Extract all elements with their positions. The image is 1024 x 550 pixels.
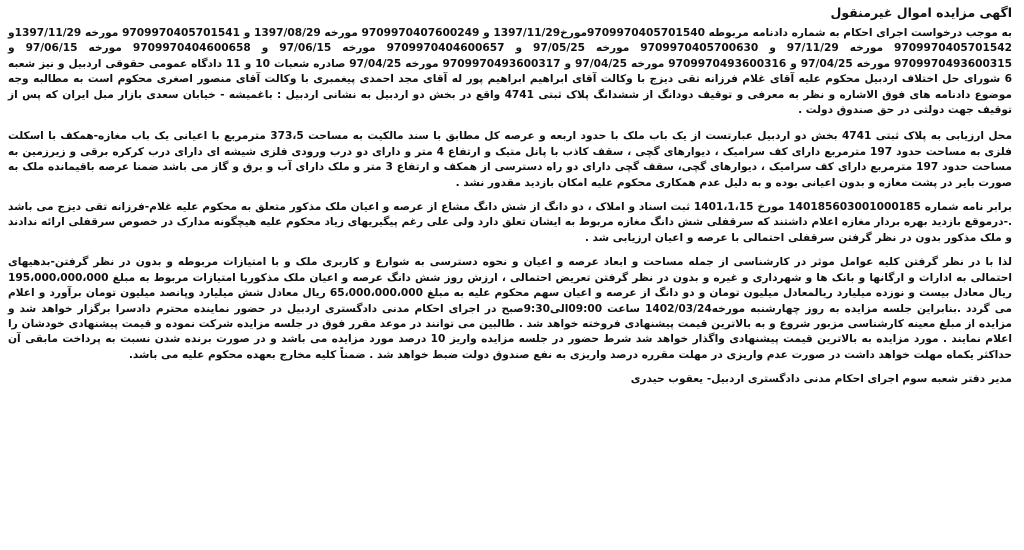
- paragraph-request: به موجب درخواست اجرای احکام به شماره دادنامه مربوطه 9709970405701540مورخ1397/11/29 و 9709970407600249 مورخه 1397/08/29 و 9709970405701541 مورخه 1397/11/29و 9709970405701542 مورخه 97/11/29 و 9709970405700630 مورخه 97/05/25 و 9709970404600657 مورخه 97/06/15 و 9709970404600658 مورخه 97/06/15 و 9709970493600315 مورخه 97/04/25 و 9709970493600316 مورخه 97/04/25 و 9709970493600317 مورخه 97/04/25 صادره شعبات 10 و 11 دادگاه عمومی حقوقی اردبیل و نیز شعبه 6 شورای حل اختلاف اردبیل محکوم علیه آقای غلام فرزانه تقی دیزج با وکالت آقای ابراهیم ابراهیم پور له آقای مجد احمدی پیغمبری با وکالت آقای منصور اصغری محکوم است به مطالبه وجه موضوع دادنامه های فوق الاشاره و نظر به معرفی و توقیف دودانگ از ششدانگ پلاک ثبتی 4741 واقع در بخش دو اردبیل به نشانی اردبیل : باغمیشه - خیابان سعدی بازار مبل ایران که پس از توقیف جهت دولتی در حق صندوق دولت .: [8, 27, 1012, 117]
- paragraph-valuation-and-auction: لذا با در نظر گرفتن کلیه عوامل موثر در کارشناسی از جمله مساحت و ابعاد عرصه و اعیان و نحوه دسترسی به شوارع و کاربری ملک و با امتیازات مربوطه و بدون در نظر گرفتن-بدهیهای احتمالی به ادارات و ارگانها و بانک ها و شهرداری و غیره و بدون در نظر گرفتن تعریض احتمالی ، ارزش روز شش دانگ عرصه و اعیان ملک مذکوربا امتیازات مربوط به مبلغ 195،000،000،000 ریال معادل بیست و نوزده میلیارد ریالمعادل میلیون تومان و دو دانگ از عرصه و اعیان سهم محکوم علیه به مبلغ 65،000،000،000 ریال معادل شش میلیارد وپانصد میلیون تومان برآورد و اعلام می گردد .بنابراین جلسه مزایده به روز چهارشنبه مورخه1402/03/24 ساعت 09:00الی9:30صبح در اجرای احکام مدنی دادگستری اردبیل در حضور نماینده محترم دادسرا برگزار خواهد شد و مزایده از مبلغ معینه کارشناسی مزبور شروع و به بالاترین قیمت پیشنهادی فروخته خواهد شد . طالبین می توانند در موعد مقرر فوق در جلسه مزایده شرکت نموده و قیمت پیشنهادی خودشان را اعلام نمایند . مورد مزایده به بالاترین قیمت پیشنهادی واگذار خواهد شد شرط حضور در جلسه مزایده واریز 10 درصد مورد مزایده می باشد و در صورت برنده شدن نسبت به پرداخت مابقی آن حداکثر یکماه مهلت خواهد داشت در صورت عدم واریزی در مهلت مقرره درصد واریزی به نفع صندوق دولت ضبط خواهد شد . ضمناً کلیه مخارج بعهده محکوم علیه می باشد.: [8, 256, 1012, 361]
- paragraph-ownership: برابر نامه شماره 140185603001000185 مورخ 1401،1،15 ثبت اسناد و املاک ، دو دانگ از شش دانگ مشاع از عرصه و اعیان ملک مذکور متعلق به محکوم علیه غلام-فرزانه تقی دیزج می باشد .-درموقع بازدید بهره بردار مغازه اعلام داشتند که سرقفلی شش دانگ مغازه مربوط به ایشان تعلق دارد ولی علی رغم پیگیریهای زیاد محکوم علیه هیچگونه مدارک در خصوص سرقفلی ارائه ندادند و ملک مذکور بدون در نظر گرفتن سرقفلی احتمالی با عرصه و اعیان ارزیابی شد .: [8, 201, 1012, 244]
- auction-notice: [8, 4, 1012, 548]
- signature-line: مدیر دفتر شعبه سوم اجرای احکام مدنی دادگستری اردبیل- یعقوب حیدری: [630, 373, 1012, 386]
- notice-title: اگهی مزایده اموال غیرمنقول: [830, 5, 1012, 20]
- paragraph-property-description: محل ارزیابی به پلاک ثبتی 4741 بخش دو اردبیل عبارتست از یک باب ملک با حدود اربعه و عرصه کل مطابق با سند مالکیت به مساحت 373،5 مترمربع با اعیانی یک باب مغازه-همکف با اسکلت فلزی به مساحت حدود 197 مترمربع دارای کف سرامیک ، دیوارهای گچی ، سقف کاذب با پانل متیک و ارتفاع 4 متر و دارای دو درب ورودی فلزی شیشه ای دارای درب کرکره برقی و زیرزمین به مساحت حدود 197 مترمربع دارای کف سرامیک ، دیوارهای گچی، سقف گچی دارای دو راه دسترسی از همکف و ارتفاع 3 متر و ملک دارای آب و برق و گاز می باشد ضمنا عرصه باقیمانده ملک به صورت بایر در پشت مغازه و بدون اعیانی بوده و به دلیل عدم همکاری محکوم علیه امکان بازدید مقدور نشد .: [8, 130, 1013, 189]
